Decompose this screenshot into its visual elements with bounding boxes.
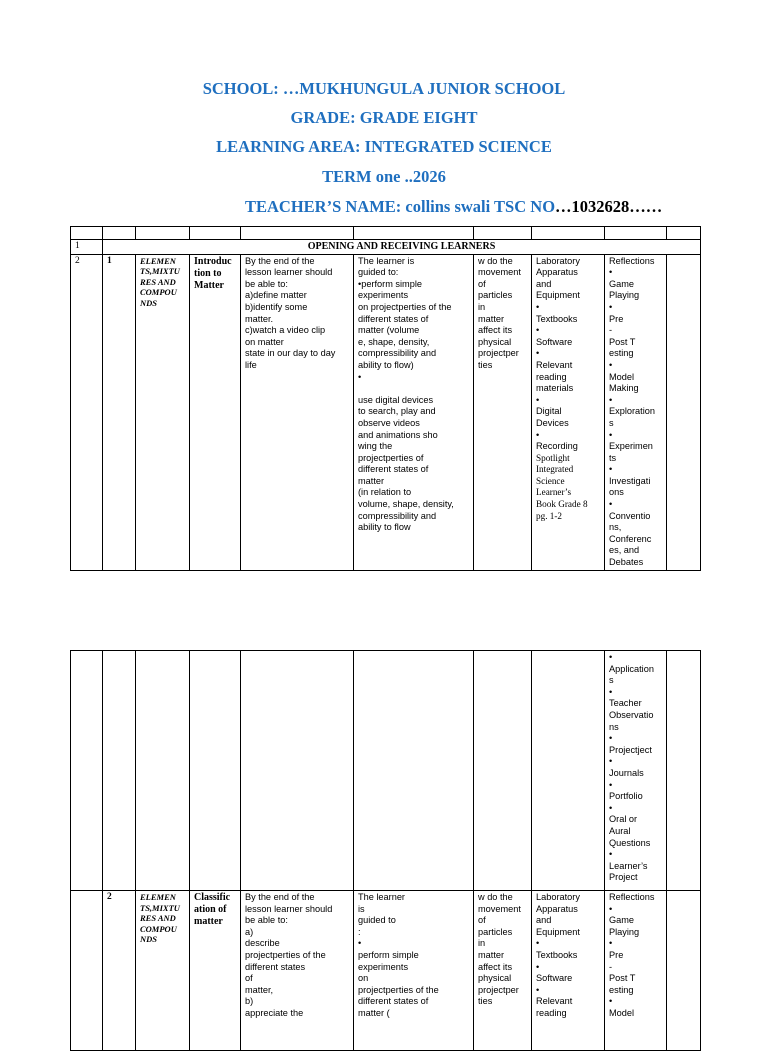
assessment-line: • <box>609 779 613 790</box>
strand-line: COMPOU <box>140 287 177 298</box>
learning-experiences-cell <box>354 891 474 1051</box>
experience-line: • <box>358 371 362 382</box>
inquiry-line: projectper <box>478 348 519 359</box>
inquiry-line: matter <box>478 313 505 324</box>
experience-spacer <box>358 383 469 395</box>
assessment-line: • <box>609 429 613 440</box>
inquiry-line: movement <box>478 267 521 278</box>
assessment-line: Project <box>609 872 638 883</box>
header-cell <box>103 227 136 240</box>
assessment-line: • <box>609 756 613 767</box>
inquiry-line: particles <box>478 290 513 301</box>
key-inquiry-cell <box>474 254 532 570</box>
teacher-title <box>245 197 662 217</box>
remarks-cell <box>667 254 701 570</box>
outcome-line: be able to: <box>245 915 288 926</box>
strand-line: ELEMEN <box>140 255 176 266</box>
assessment-line: Game <box>609 915 635 926</box>
outcome-line: c)watch a video clip <box>245 325 326 336</box>
sub-strand-cell <box>190 254 241 570</box>
resources-cell <box>532 891 605 1051</box>
inquiry-line: physical <box>478 973 512 984</box>
outcome-line: life <box>245 359 257 370</box>
book-line: pg. 1-2 <box>536 510 563 521</box>
assessment-line: Conventio <box>609 510 651 521</box>
book-line: Integrated <box>536 464 574 475</box>
inquiry-line: in <box>478 938 486 949</box>
inquiry-line: affect its <box>478 325 513 336</box>
experience-line: perform simple <box>358 949 419 960</box>
outcome-line: matter. <box>245 313 274 324</box>
experience-line: different states of <box>358 996 429 1007</box>
strand-line: NDS <box>140 934 158 944</box>
assessment-line: Portfolio <box>609 791 643 802</box>
experience-line: compressibility and <box>358 348 437 359</box>
assessment-line: • <box>609 996 613 1007</box>
sub-strand-cell <box>190 651 241 891</box>
header-cell <box>190 227 241 240</box>
week-cell <box>71 651 103 891</box>
sub-strand-cell <box>190 891 241 1051</box>
experience-line: projectperties of <box>358 452 424 463</box>
resource-line: Software <box>536 336 573 347</box>
resource-line: • <box>536 301 540 312</box>
inquiry-line: ties <box>478 359 493 370</box>
resource-line: Equipment <box>536 290 580 301</box>
lesson-cell: 1 <box>103 254 136 570</box>
experience-line: e, shape, density, <box>358 336 430 347</box>
resources-cell <box>532 651 605 891</box>
assessment-line: ons <box>609 487 624 498</box>
outcome-line: b) <box>245 996 254 1007</box>
assessment-line: Game <box>609 278 635 289</box>
inquiry-line: w do the <box>478 255 513 266</box>
table-row <box>71 651 701 891</box>
assessment-line: s <box>609 675 614 686</box>
opening-cell: OPENING AND RECEIVING LEARNERS <box>103 240 701 255</box>
assessment-line: • <box>609 652 613 662</box>
assessment-line: Debates <box>609 557 644 568</box>
strand-line: COMPOU <box>140 923 177 934</box>
experience-line: : <box>358 926 361 937</box>
assessment-line: • <box>609 267 613 278</box>
scheme-of-work-table <box>70 226 701 571</box>
experience-line: ability to flow) <box>358 359 414 370</box>
book-line: Spotlight <box>536 452 570 463</box>
experience-line: different states of <box>358 313 429 324</box>
assessment-line: ns, <box>609 522 622 533</box>
resource-line: Equipment <box>536 926 580 937</box>
learning-outcomes-cell <box>241 891 354 1051</box>
remarks-cell <box>667 651 701 891</box>
strand-line: ELEMEN <box>140 892 176 902</box>
outcome-line: By the end of the <box>245 892 315 902</box>
week-cell: 2 <box>71 254 103 570</box>
experience-line: The learner <box>358 892 405 902</box>
inquiry-line: affect its <box>478 961 513 972</box>
assessment-line: Projectject <box>609 744 652 755</box>
experience-line: ability to flow <box>358 522 411 533</box>
assessment-line: Questions <box>609 837 651 848</box>
assessment-line: Investigati <box>609 475 651 486</box>
assessment-line: - <box>609 325 613 336</box>
experience-line: is <box>358 903 365 914</box>
assessment-line: Pre <box>609 949 624 960</box>
assessment-line: • <box>609 394 613 405</box>
strand-line: TS,MIXTU <box>140 266 180 277</box>
assessment-line: • <box>609 301 613 312</box>
experience-line: observe videos <box>358 417 420 428</box>
assessment-line: • <box>609 938 613 949</box>
experience-line: guided to <box>358 915 396 926</box>
assessment-line: Playing <box>609 290 640 301</box>
experience-line: different states of <box>358 464 429 475</box>
resource-line: reading <box>536 1007 567 1018</box>
learning-area-title: LEARNING AREA: INTEGRATED SCIENCE <box>216 137 552 156</box>
strand-line: RES AND <box>140 913 176 923</box>
lesson-cell <box>103 651 136 891</box>
week-cell: 1 <box>71 240 103 255</box>
experience-line: matter (volume <box>358 325 420 336</box>
inquiry-line: w do the <box>478 892 513 902</box>
inquiry-line: matter <box>478 949 505 960</box>
outcome-line: a) <box>245 926 254 937</box>
outcome-line: matter, <box>245 984 274 995</box>
assessment-line: esting <box>609 348 634 359</box>
assessment-line: Exploration <box>609 406 655 417</box>
assessment-line: es, and <box>609 545 640 556</box>
assessment-line: Journals <box>609 767 644 778</box>
key-inquiry-cell <box>474 651 532 891</box>
resource-line: and <box>536 915 552 926</box>
experience-line: volume, shape, density, <box>358 499 454 510</box>
resource-line: Digital <box>536 406 562 417</box>
assessment-line: Observatio <box>609 709 654 720</box>
inquiry-line: of <box>478 915 486 926</box>
term-title: TERM one ..2026 <box>322 167 446 186</box>
header-cell <box>474 227 532 240</box>
assessment-line: Pre <box>609 313 624 324</box>
header-cell <box>667 227 701 240</box>
experience-line: on projectperties of the <box>358 301 452 312</box>
resource-line: Relevant <box>536 359 573 370</box>
book-line: Science <box>536 475 565 486</box>
assessment-line: Aural <box>609 825 631 836</box>
learning-experiences-cell <box>354 254 474 570</box>
resource-line: Apparatus <box>536 267 578 278</box>
assessment-line: • <box>609 733 613 744</box>
experience-line: experiments <box>358 961 409 972</box>
strand-line: TS,MIXTU <box>140 902 180 913</box>
learning-outcomes-cell <box>241 651 354 891</box>
inquiry-line: physical <box>478 336 512 347</box>
experience-line: to search, play and <box>358 406 436 417</box>
inquiry-line: in <box>478 301 486 312</box>
sub-strand-line: Matter <box>194 279 224 291</box>
assessment-line: • <box>609 802 613 813</box>
assessment-line: Application <box>609 663 654 674</box>
outcome-line: a)define matter <box>245 290 307 301</box>
experience-line: matter <box>358 475 385 486</box>
outcome-line: of <box>245 973 253 984</box>
assessment-line: • <box>609 903 613 914</box>
experience-line: compressibility and <box>358 510 437 521</box>
assessment-line: Model <box>609 1007 635 1018</box>
assessment-line: • <box>609 849 613 860</box>
scheme-of-work-table-continued <box>70 650 701 1051</box>
experience-line: The learner is <box>358 255 415 266</box>
outcome-line: state in our day to day <box>245 348 336 359</box>
assessment-line: Oral or <box>609 814 638 825</box>
book-line: Learner’s <box>536 487 572 498</box>
assessment-cell <box>605 651 667 891</box>
resource-line: Apparatus <box>536 903 578 914</box>
strand-cell <box>136 254 190 570</box>
assessment-line: Model <box>609 371 635 382</box>
experience-line: guided to: <box>358 267 399 278</box>
grade-title: GRADE: GRADE EIGHT <box>290 108 478 127</box>
assessment-line: Reflections <box>609 892 655 902</box>
sub-strand-line: Introduc <box>194 255 232 267</box>
teacher-name: TEACHER’S NAME: collins swali TSC NO <box>245 197 556 216</box>
resource-line: • <box>536 961 540 972</box>
table-header-row <box>71 227 701 240</box>
inquiry-line: projectper <box>478 984 519 995</box>
assessment-cell <box>605 891 667 1051</box>
resources-cell <box>532 254 605 570</box>
inquiry-line: ties <box>478 996 493 1007</box>
book-line: Book Grade 8 <box>536 499 588 510</box>
assessment-line: Playing <box>609 926 640 937</box>
table-row <box>71 254 701 570</box>
sub-strand-line: tion to <box>194 267 222 279</box>
sub-strand-line: Classific <box>194 892 231 903</box>
inquiry-line: particles <box>478 926 513 937</box>
tsc-number: …1032628…… <box>555 197 663 216</box>
outcome-line: By the end of the <box>245 255 315 266</box>
strand-cell <box>136 891 190 1051</box>
resource-line: • <box>536 325 540 336</box>
assessment-line: Conferenc <box>609 533 652 544</box>
assessment-line: ts <box>609 452 617 463</box>
lesson-cell: 2 <box>103 891 136 1051</box>
assessment-line: Experimen <box>609 441 653 452</box>
table-row <box>71 891 701 1051</box>
experience-line: (in relation to <box>358 487 412 498</box>
outcome-line: on matter <box>245 336 284 347</box>
resource-line: • <box>536 984 540 995</box>
assessment-line: • <box>609 359 613 370</box>
assessment-line: Reflections <box>609 255 655 266</box>
header-cell <box>605 227 667 240</box>
outcome-line: b)identify some <box>245 301 308 312</box>
assessment-cell <box>605 254 667 570</box>
sub-strand-line: ation of <box>194 904 227 915</box>
experience-line: projectperties of the <box>358 984 439 995</box>
experience-line: • <box>358 938 362 949</box>
strand-cell <box>136 651 190 891</box>
resource-line: Textbooks <box>536 949 578 960</box>
strand-line: NDS <box>140 297 158 308</box>
assessment-line: - <box>609 961 613 972</box>
experience-line: and animations sho <box>358 429 438 440</box>
experience-line: matter ( <box>358 1007 390 1018</box>
assessment-line: Making <box>609 383 639 394</box>
learning-experiences-cell <box>354 651 474 891</box>
resource-line: • <box>536 429 540 440</box>
resource-line: Devices <box>536 417 569 428</box>
resource-line: reading <box>536 371 567 382</box>
assessment-line: • <box>609 464 613 475</box>
assessment-line: ns <box>609 721 619 732</box>
school-title: SCHOOL: …MUKHUNGULA JUNIOR SCHOOL <box>202 79 566 98</box>
assessment-line: • <box>609 499 613 510</box>
week-cell <box>71 891 103 1051</box>
assessment-line: esting <box>609 984 634 995</box>
header-cell <box>136 227 190 240</box>
header-cell <box>532 227 605 240</box>
inquiry-line: movement <box>478 903 521 914</box>
inquiry-line: of <box>478 278 486 289</box>
assessment-line: • <box>609 686 613 697</box>
assessment-line: Learner’s <box>609 860 648 871</box>
experience-line: experiments <box>358 290 409 301</box>
resource-line: • <box>536 394 540 405</box>
sub-strand-line: matter <box>194 916 223 927</box>
resource-line: materials <box>536 383 574 394</box>
learning-outcomes-cell <box>241 254 354 570</box>
header-cell <box>241 227 354 240</box>
assessment-line: s <box>609 417 614 428</box>
experience-line: on <box>358 973 369 984</box>
resource-line: Relevant <box>536 996 573 1007</box>
outcome-line: be able to: <box>245 278 288 289</box>
header-cell <box>354 227 474 240</box>
resource-line: Laboratory <box>536 892 580 902</box>
header-cell <box>71 227 103 240</box>
outcome-line: different states <box>245 961 306 972</box>
resource-line: Laboratory <box>536 255 580 266</box>
resource-line: and <box>536 278 552 289</box>
outcome-line: projectperties of the <box>245 949 326 960</box>
resource-line: Textbooks <box>536 313 578 324</box>
experience-line: •perform simple <box>358 278 422 289</box>
outcome-line: lesson learner should <box>245 267 333 278</box>
outcome-line: lesson learner should <box>245 903 333 914</box>
assessment-line: Teacher <box>609 698 642 709</box>
strand-line: RES AND <box>140 276 176 287</box>
outcome-line: appreciate the <box>245 1007 304 1018</box>
outcome-line: describe <box>245 938 280 949</box>
remarks-cell <box>667 891 701 1051</box>
resource-line: • <box>536 348 540 359</box>
key-inquiry-cell <box>474 891 532 1051</box>
resource-line: • <box>536 938 540 949</box>
table-row <box>71 240 701 255</box>
resource-line: Recording <box>536 441 578 452</box>
experience-line: wing the <box>358 441 393 452</box>
assessment-line: Post T <box>609 973 636 984</box>
experience-line: use digital devices <box>358 394 434 405</box>
resource-line: Software <box>536 973 573 984</box>
assessment-line: Post T <box>609 336 636 347</box>
